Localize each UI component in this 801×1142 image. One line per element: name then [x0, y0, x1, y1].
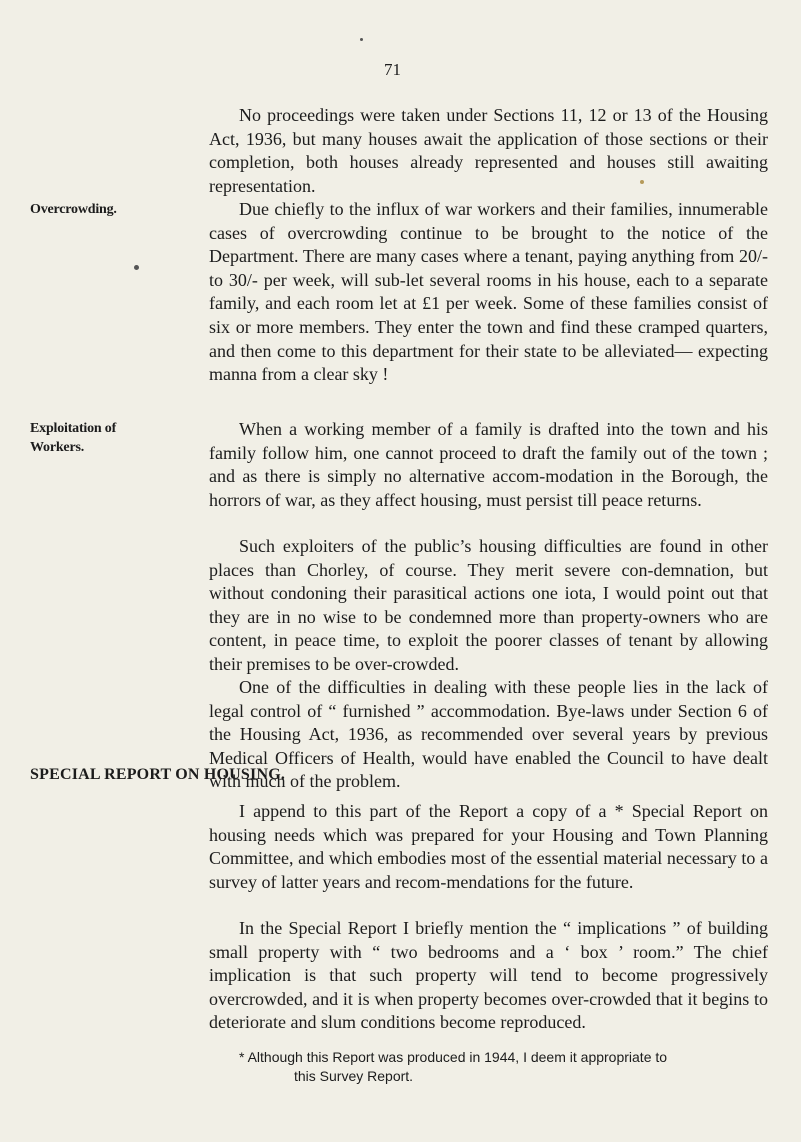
speck-mark — [134, 265, 139, 270]
side-heading-exploitation-line1: Exploitation of — [30, 421, 117, 436]
paragraph-implications: In the Special Report I briefly mention the “ implications ” of building small property with “ two bedrooms and a ‘ box ’ room.” The chief implication is that such property will tend to become progressively overcrowded, and it is when property becomes over-crowded that it begins to deteriorate and slum conditions become reproduced. — [209, 918, 768, 1033]
section-heading-special-report: SPECIAL REPORT ON HOUSING. — [30, 766, 286, 783]
paragraph-overcrowding: Due chiefly to the influx of war workers and their families, innumerable cases of overcrowding continue to be brought to the notice of the Department. There are many cases where a tenant, paying anything from 20/- to 30/- per week, will sub-let several rooms in his house, each to a separate family, and each room let at £1 per week. Some of these families consist of six or more members. They enter the town and find these cramped quarters, and then come to this department for their state to be alleviated— expecting manna from a clear sky ! — [209, 199, 768, 385]
footnote — [209, 1048, 768, 1086]
side-heading-exploitation-line2: Workers. — [30, 440, 85, 455]
page-number: 71 — [384, 60, 401, 79]
paragraph-difficulties: One of the difficulties in dealing with these people lies in the lack of legal control of “ furnished ” accommodation. Bye-laws under Section 6 of the Housing Act, 1936, as recommended over several years by previous Medical Officers of Health, would have enabled the Council to have dealt with much of the problem. — [209, 677, 768, 792]
footnote-line1: * Although this Report was produced in 1944, I deem it appropriate to — [239, 1049, 668, 1065]
speck-mark — [360, 38, 363, 41]
paragraph-working-member: When a working member of a family is drafted into the town and his family follow him, one cannot proceed to draft the family out of the town ; and as there is simply no alternative accom-modation in the Borough, the horrors of war, as they affect housing, must persist till peace returns. — [209, 419, 768, 510]
paragraph-proceedings: No proceedings were taken under Sections 11, 12 or 13 of the Housing Act, 1936, but many houses await the application of those sections or their completion, both houses already represented and houses still awaiting representation. — [209, 105, 768, 196]
paragraph-append-report: I append to this part of the Report a copy of a * Special Report on housing needs which was prepared for your Housing and Town Planning Committee, and which embodies most of the essential material necessary to a survey of latter years and recom-mendations for the future. — [209, 801, 768, 892]
paragraph-exploiters: Such exploiters of the public’s housing difficulties are found in other places than Chorley, of course. They merit severe con-demnation, but without condoning their parasitical actions one iota, I would point out that they are in no wise to be condemned more than property-owners who are content, in peace time, to exploit the poorer classes of tenant by allowing their premises to be over-crowded. — [209, 536, 768, 674]
side-heading-overcrowding — [30, 200, 200, 219]
speck-mark — [640, 180, 644, 184]
footnote-line2: this Survey Report. — [294, 1068, 414, 1084]
side-heading-exploitation — [30, 419, 200, 457]
side-heading-overcrowding-text: Overcrowding. — [30, 202, 117, 217]
